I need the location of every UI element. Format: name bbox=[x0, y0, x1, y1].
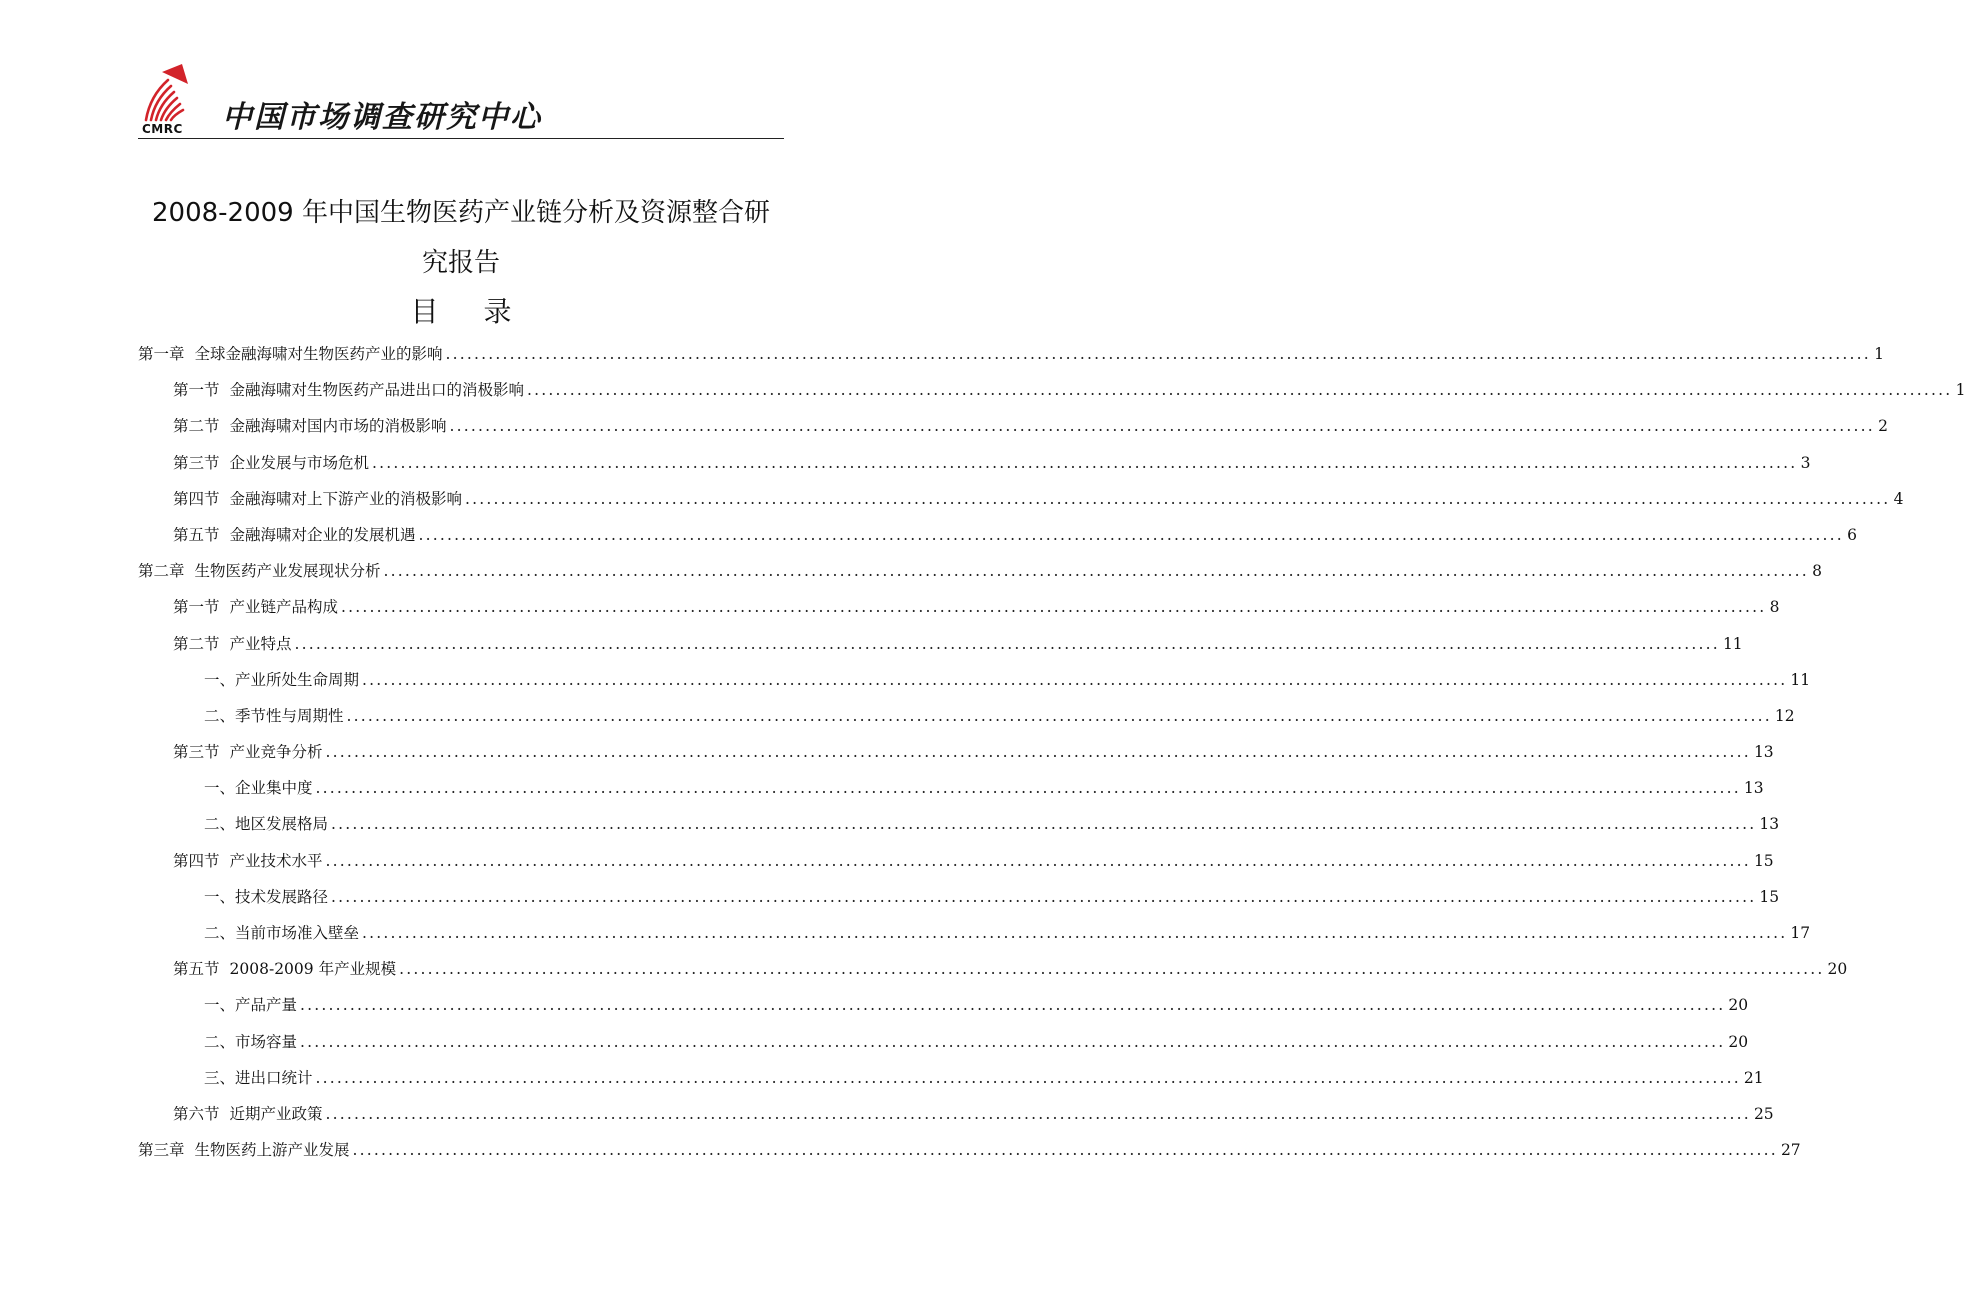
toc-leader-dots: ........................................................................................................................................................................................................ bbox=[346, 706, 1772, 725]
toc-leader-dots: ........................................................................................................................................................................................................ bbox=[325, 743, 1751, 762]
toc-entry-label bbox=[173, 951, 396, 987]
toc-entry[interactable] bbox=[138, 843, 1774, 879]
toc-entry-page: 20 bbox=[1827, 960, 1848, 979]
toc-entry[interactable] bbox=[138, 770, 1764, 806]
toc-entry[interactable] bbox=[138, 662, 1811, 698]
toc-entry[interactable] bbox=[138, 626, 1743, 662]
toc-leader-dots: ........................................................................................................................................................................................................ bbox=[399, 960, 1825, 979]
toc-entry[interactable] bbox=[138, 517, 1857, 553]
toc-entry-label bbox=[204, 1024, 297, 1060]
toc-entry-label bbox=[173, 589, 338, 625]
toc-entry[interactable] bbox=[138, 1132, 1801, 1168]
toc-entry-text: 二、市场容量 bbox=[204, 1032, 298, 1051]
toc-entry[interactable] bbox=[138, 336, 1884, 372]
toc-entry-text: 金融海啸对生物医药产品进出口的消极影响 bbox=[229, 381, 525, 400]
toc-leader-dots: ........................................................................................................................................................................................................ bbox=[362, 924, 1788, 942]
toc-entry-label bbox=[173, 1096, 323, 1132]
toc-entry-label bbox=[173, 408, 447, 444]
toc-entry-text: 生物医药产业发展现状分析 bbox=[194, 562, 381, 581]
toc-entry-page: 1 bbox=[1874, 345, 1884, 363]
toc-entry-label bbox=[173, 445, 369, 481]
toc-entry-number: 第二节 bbox=[173, 634, 220, 653]
toc-entry-page: 15 bbox=[1753, 851, 1774, 870]
toc-entry-text: 全球金融海啸对生物医药产业的影响 bbox=[194, 345, 443, 363]
toc-leader-dots: ........................................................................................................................................................................................................ bbox=[418, 525, 1844, 544]
toc-entry-number: 第三节 bbox=[173, 453, 220, 472]
toc-entry-label bbox=[138, 1132, 350, 1168]
toc-entry-text: 产业特点 bbox=[229, 634, 292, 653]
toc-leader-dots: ........................................................................................................................................................................................................ bbox=[445, 345, 1871, 363]
toc-entry-text: 一、产业所处生命周期 bbox=[204, 670, 360, 689]
toc-leader-dots: ........................................................................................................................................................................................................ bbox=[352, 1141, 1778, 1160]
toc-entry-text: 金融海啸对国内市场的消极影响 bbox=[229, 417, 447, 436]
toc-entry-label bbox=[204, 698, 344, 734]
toc-entry[interactable] bbox=[138, 951, 1848, 987]
toc-leader-dots: ........................................................................................................................................................................................................ bbox=[315, 1068, 1741, 1087]
toc-entry[interactable] bbox=[138, 987, 1749, 1023]
title-line-2: 究报告 bbox=[421, 248, 500, 278]
toc-entry[interactable] bbox=[138, 698, 1795, 734]
toc-leader-dots: ........................................................................................................................................................................................................ bbox=[331, 887, 1757, 906]
toc-entry[interactable] bbox=[138, 589, 1780, 625]
toc-entry-number: 第五节 bbox=[173, 525, 220, 544]
title-line-1: 2008-2009 年中国生物医药产业链分析及资源整合研 bbox=[152, 198, 770, 228]
toc-entry-text: 金融海啸对上下游产业的消极影响 bbox=[229, 489, 463, 508]
toc-entry-label bbox=[204, 987, 297, 1023]
toc-entry-label bbox=[204, 770, 313, 806]
toc-leader-dots: ........................................................................................................................................................................................................ bbox=[300, 1032, 1726, 1051]
toc-entry[interactable] bbox=[138, 1060, 1764, 1096]
toc-entry-label bbox=[173, 734, 323, 770]
header-divider bbox=[138, 138, 784, 139]
toc-heading: 目 录 bbox=[410, 295, 530, 328]
toc-entry[interactable] bbox=[138, 915, 1811, 951]
toc-entry-text: 产业链产品构成 bbox=[229, 598, 339, 617]
toc-entry[interactable] bbox=[138, 734, 1774, 770]
toc-leader-dots: ........................................................................................................................................................................................................ bbox=[362, 670, 1788, 689]
toc-entry[interactable] bbox=[138, 553, 1822, 589]
toc-entry-number: 第五节 bbox=[173, 960, 220, 979]
toc-entry-text: 金融海啸对企业的发展机遇 bbox=[229, 525, 416, 544]
toc-entry-page: 11 bbox=[1722, 634, 1743, 653]
toc-entry-text: 一、技术发展路径 bbox=[204, 887, 329, 906]
page-header bbox=[138, 62, 784, 142]
toc-entry-page: 12 bbox=[1774, 706, 1795, 725]
table-of-contents bbox=[138, 336, 1965, 1168]
toc-entry-page: 13 bbox=[1753, 743, 1774, 762]
toc-leader-dots: ........................................................................................................................................................................................................ bbox=[315, 779, 1741, 798]
toc-entry-page: 25 bbox=[1753, 1104, 1774, 1123]
toc-entry-page: 3 bbox=[1800, 453, 1811, 472]
toc-entry-text: 二、地区发展格局 bbox=[204, 815, 329, 834]
toc-leader-dots: ........................................................................................................................................................................................................ bbox=[383, 562, 1809, 581]
toc-entry-label bbox=[138, 336, 443, 372]
toc-entry-label bbox=[138, 553, 381, 589]
toc-entry-page: 13 bbox=[1743, 779, 1764, 798]
toc-entry-page: 6 bbox=[1847, 525, 1857, 544]
toc-entry[interactable] bbox=[138, 806, 1780, 842]
toc-entry-number: 第一章 bbox=[138, 345, 185, 363]
toc-leader-dots: ........................................................................................................................................................................................................ bbox=[465, 489, 1891, 508]
logo-text: CMRC bbox=[142, 122, 183, 136]
toc-entry-page: 21 bbox=[1743, 1068, 1764, 1087]
toc-entry-number: 第一节 bbox=[173, 598, 220, 617]
toc-entry[interactable] bbox=[138, 481, 1904, 517]
toc-entry-label bbox=[204, 662, 359, 698]
toc-entry-page: 8 bbox=[1812, 562, 1822, 581]
toc-entry-page: 15 bbox=[1759, 887, 1780, 906]
toc-entry-text: 一、企业集中度 bbox=[204, 779, 313, 798]
toc-entry-page: 20 bbox=[1728, 1032, 1749, 1051]
toc-leader-dots: ........................................................................................................................................................................................................ bbox=[527, 381, 1953, 400]
toc-entry-text: 产业技术水平 bbox=[229, 851, 323, 870]
toc-entry-text: 企业发展与市场危机 bbox=[229, 453, 370, 472]
toc-entry[interactable] bbox=[138, 445, 1811, 481]
organization-name: 中国市场调查研究中心 bbox=[222, 100, 542, 135]
toc-leader-dots: ........................................................................................................................................................................................................ bbox=[331, 815, 1757, 834]
toc-leader-dots: ........................................................................................................................................................................................................ bbox=[341, 598, 1767, 617]
toc-entry-number: 第三节 bbox=[173, 743, 220, 762]
toc-entry-number: 第二节 bbox=[173, 417, 220, 436]
toc-entry-label bbox=[204, 806, 328, 842]
toc-entry-page: 4 bbox=[1893, 489, 1904, 508]
toc-entry-page: 17 bbox=[1790, 924, 1811, 942]
toc-entry-page: 27 bbox=[1780, 1141, 1801, 1160]
toc-leader-dots: ........................................................................................................................................................................................................ bbox=[325, 1104, 1751, 1123]
toc-entry-text: 产业竞争分析 bbox=[229, 743, 323, 762]
toc-entry-number: 第二章 bbox=[138, 562, 185, 581]
toc-entry-page: 20 bbox=[1728, 996, 1749, 1015]
toc-entry-text: 二、季节性与周期性 bbox=[204, 706, 344, 725]
toc-entry-label bbox=[173, 372, 524, 408]
toc-entry-text: 三、进出口统计 bbox=[204, 1068, 313, 1087]
toc-entry-page: 8 bbox=[1769, 598, 1780, 617]
toc-leader-dots: ........................................................................................................................................................................................................ bbox=[325, 851, 1751, 870]
toc-entry-label bbox=[173, 481, 462, 517]
toc-entry-text: 生物医药上游产业发展 bbox=[194, 1141, 350, 1160]
toc-entry[interactable] bbox=[138, 1024, 1749, 1060]
toc-entry-label bbox=[204, 1060, 313, 1096]
toc-entry[interactable] bbox=[138, 372, 1965, 408]
toc-entry-number: 第四节 bbox=[173, 851, 220, 870]
toc-entry-text: 二、当前市场准入壁垒 bbox=[204, 924, 360, 942]
toc-entry-label bbox=[204, 915, 359, 951]
toc-entry-number: 第六节 bbox=[173, 1104, 220, 1123]
toc-entry-text: 2008-2009 年产业规模 bbox=[229, 960, 397, 979]
toc-entry-number: 第一节 bbox=[173, 381, 220, 400]
toc-entry-label bbox=[173, 626, 292, 662]
toc-leader-dots: ........................................................................................................................................................................................................ bbox=[449, 417, 1875, 436]
toc-entry-page: 1 bbox=[1955, 381, 1965, 400]
toc-entry-page: 13 bbox=[1759, 815, 1780, 834]
toc-entry-text: 近期产业政策 bbox=[229, 1104, 323, 1123]
toc-leader-dots: ........................................................................................................................................................................................................ bbox=[300, 996, 1726, 1015]
toc-entry-label bbox=[173, 843, 323, 879]
toc-entry-number: 第四节 bbox=[173, 489, 220, 508]
toc-entry-number: 第三章 bbox=[138, 1141, 185, 1160]
toc-entry[interactable] bbox=[138, 879, 1780, 915]
toc-entry[interactable] bbox=[138, 408, 1888, 444]
toc-entry-page: 2 bbox=[1878, 417, 1888, 436]
toc-entry-page: 11 bbox=[1790, 670, 1811, 689]
document-title bbox=[138, 188, 784, 288]
toc-entry-label bbox=[173, 517, 416, 553]
toc-leader-dots: ........................................................................................................................................................................................................ bbox=[294, 634, 1720, 653]
toc-entry-label bbox=[204, 879, 328, 915]
toc-entry[interactable] bbox=[138, 1096, 1774, 1132]
toc-leader-dots: ........................................................................................................................................................................................................ bbox=[372, 453, 1798, 472]
toc-entry-text: 一、产品产量 bbox=[204, 996, 298, 1015]
